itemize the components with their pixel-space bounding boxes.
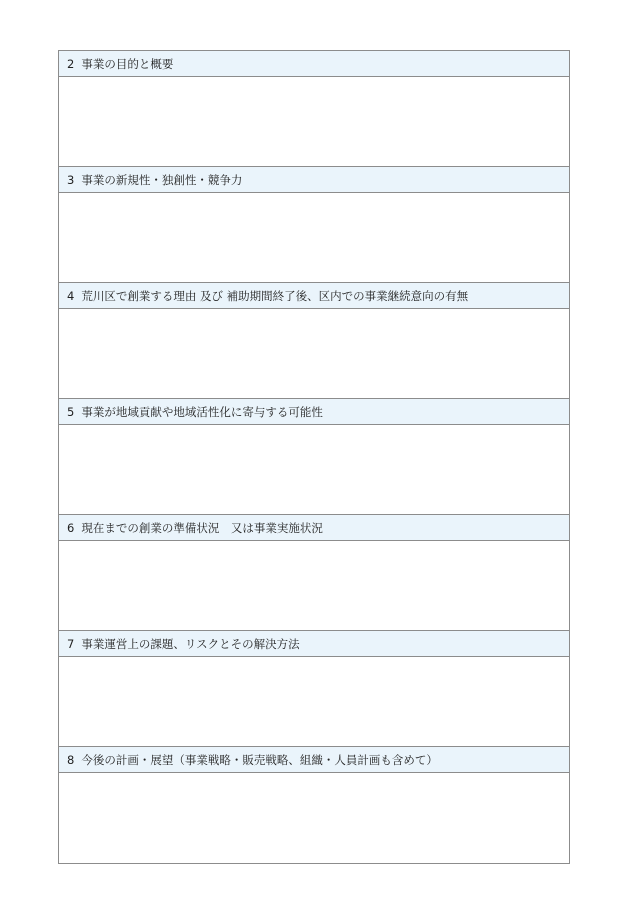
section-answer-area bbox=[59, 77, 569, 167]
section-answer-area bbox=[59, 773, 569, 863]
section-header bbox=[59, 747, 569, 773]
section-regional-contribution bbox=[59, 399, 569, 515]
section-header bbox=[59, 167, 569, 193]
section-title: 事業が地域貢献や地域活性化に寄与する可能性 bbox=[81, 404, 323, 419]
regional-contribution-field[interactable] bbox=[59, 425, 569, 514]
section-header bbox=[59, 399, 569, 425]
section-answer-area bbox=[59, 425, 569, 515]
section-business-purpose bbox=[59, 51, 569, 167]
section-header bbox=[59, 515, 569, 541]
business-purpose-field[interactable] bbox=[59, 77, 569, 166]
risks-solutions-field[interactable] bbox=[59, 657, 569, 746]
section-header bbox=[59, 51, 569, 77]
future-plans-field[interactable] bbox=[59, 773, 569, 863]
section-title: 事業の目的と概要 bbox=[81, 56, 174, 71]
preparation-status-field[interactable] bbox=[59, 541, 569, 630]
novelty-competitiveness-field[interactable] bbox=[59, 193, 569, 282]
application-form bbox=[58, 50, 570, 864]
section-number: 3 bbox=[67, 172, 75, 187]
section-title: 今後の計画・展望（事業戦略・販売戦略、組織・人員計画も含めて） bbox=[81, 752, 438, 767]
section-answer-area bbox=[59, 657, 569, 747]
section-number: 7 bbox=[67, 636, 75, 651]
section-title: 事業の新規性・独創性・競争力 bbox=[81, 172, 243, 187]
section-title: 現在までの創業の準備状況 又は事業実施状況 bbox=[81, 520, 323, 535]
section-answer-area bbox=[59, 193, 569, 283]
section-answer-area bbox=[59, 541, 569, 631]
section-number: 2 bbox=[67, 56, 75, 71]
section-future-plans bbox=[59, 747, 569, 863]
reason-arakawa-field[interactable] bbox=[59, 309, 569, 398]
section-risks-solutions bbox=[59, 631, 569, 747]
section-title: 事業運営上の課題、リスクとその解決方法 bbox=[81, 636, 300, 651]
section-title: 荒川区で創業する理由 及び 補助期間終了後、区内での事業継続意向の有無 bbox=[81, 288, 469, 303]
section-number: 4 bbox=[67, 288, 75, 303]
section-number: 5 bbox=[67, 404, 75, 419]
section-answer-area bbox=[59, 309, 569, 399]
section-header bbox=[59, 283, 569, 309]
section-number: 8 bbox=[67, 752, 75, 767]
section-header bbox=[59, 631, 569, 657]
section-number: 6 bbox=[67, 520, 75, 535]
section-preparation-status bbox=[59, 515, 569, 631]
section-reason-arakawa bbox=[59, 283, 569, 399]
section-novelty-competitiveness bbox=[59, 167, 569, 283]
